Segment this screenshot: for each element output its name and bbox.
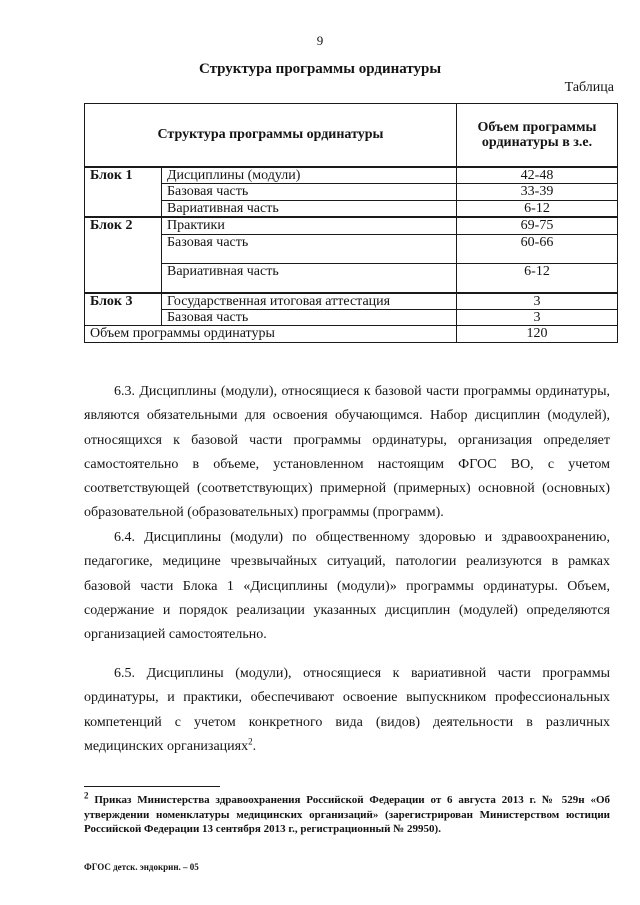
- block-1-label: Блок 1: [85, 167, 162, 217]
- paragraph-6-3: 6.3. Дисциплины (модули), относящиеся к базовой части программы ординатуры, являются обязательными для освоения обучающимся. Набор дисциплин (модулей), относящихся к базовой части программы ординатуры, организация определяет самостоятельно в объеме, установленном настоящим ФГОС ВО, с учетом соответствующей (соответствующих) примерной (примерных) основной (основных) образовательной (образовательных) программы (программ).: [84, 384, 610, 521]
- table-row: [85, 293, 618, 310]
- footnote-text: Приказ Министерства здравоохранения Российской Федерации от 6 августа 2013 г. № 529н «Об утверждении номенклатуры медицинских организаций» (зарегистрирован Министерством юстиции Российской Федерации 13 сентября 2013 г., регистрационный № 29950).: [84, 794, 611, 835]
- page-number: 9: [316, 33, 324, 48]
- row-name: Базовая часть: [162, 184, 457, 200]
- row-value: 6-12: [457, 263, 618, 293]
- table-row: [85, 263, 618, 293]
- row-value: 6-12: [457, 200, 618, 217]
- header-volume: Объем программы ординатуры в з.е.: [457, 104, 618, 168]
- block-2-label: Блок 2: [85, 217, 162, 292]
- table-header-row: [85, 104, 618, 168]
- row-value: 33-39: [457, 184, 618, 200]
- table-row: [85, 167, 618, 184]
- row-name: Базовая часть: [162, 234, 457, 263]
- page-title: Структура программы ординатуры: [198, 61, 442, 77]
- row-name: Дисциплины (модули): [162, 167, 457, 184]
- footer-code: ФГОС детск. эндокрин. – 05: [84, 862, 199, 872]
- row-name: Базовая часть: [162, 309, 457, 325]
- row-name: Государственная итоговая аттестация: [162, 293, 457, 310]
- total-value: 120: [457, 326, 618, 342]
- table-row: [85, 309, 618, 325]
- row-name: Практики: [162, 217, 457, 234]
- footnote: [84, 790, 611, 837]
- paragraph-6-4: 6.4. Дисциплины (модули) по общественному здоровью и здравоохранению, педагогике, медицине чрезвычайных ситуаций, патологии реализуются в рамках базовой части Блока 1 «Дисциплины (модули)» программы ординатуры. Объем, содержание и порядок реализации указанных дисциплин (модулей) определяются организацией самостоятельно.: [84, 530, 610, 643]
- table-row: [85, 200, 618, 217]
- block-3-label: Блок 3: [85, 293, 162, 326]
- footnote-reference: 2: [248, 736, 253, 747]
- table-label: Таблица: [564, 80, 614, 95]
- paragraph-6-5: 6.5. Дисциплины (модули), относящиеся к вариативной части программы ординатуры, и практики, обеспечивают освоение выпускником профессиональных компетенций с учетом конкретного вида (видов) деятельности в различных медицинских организациях$^2$.: [84, 666, 610, 754]
- header-structure: Структура программы ординатуры: [85, 104, 457, 168]
- row-name: Вариативная часть: [162, 263, 457, 293]
- footnote-divider: [84, 786, 220, 787]
- row-value: 69-75: [457, 217, 618, 234]
- footnote-number: 2: [84, 790, 89, 801]
- table-total-row: [85, 326, 618, 342]
- table-row: [85, 217, 618, 234]
- row-value: 3: [457, 293, 618, 310]
- total-label: Объем программы ординатуры: [85, 326, 457, 342]
- program-structure-table: [84, 103, 618, 343]
- row-name: Вариативная часть: [162, 200, 457, 217]
- row-value: 42-48: [457, 167, 618, 184]
- paragraph-6-5-text: 6.5. Дисциплины (модули), относящиеся к вариативной части программы ординатуры, и практики, обеспечивают освоение выпускником профессиональных компетенций с учетом конкретного вида (видов) деятельности в различных медицинских организациях: [84, 666, 610, 754]
- row-value: 60-66: [457, 234, 618, 263]
- table-row: [85, 234, 618, 263]
- table-row: [85, 184, 618, 200]
- row-value: 3: [457, 309, 618, 325]
